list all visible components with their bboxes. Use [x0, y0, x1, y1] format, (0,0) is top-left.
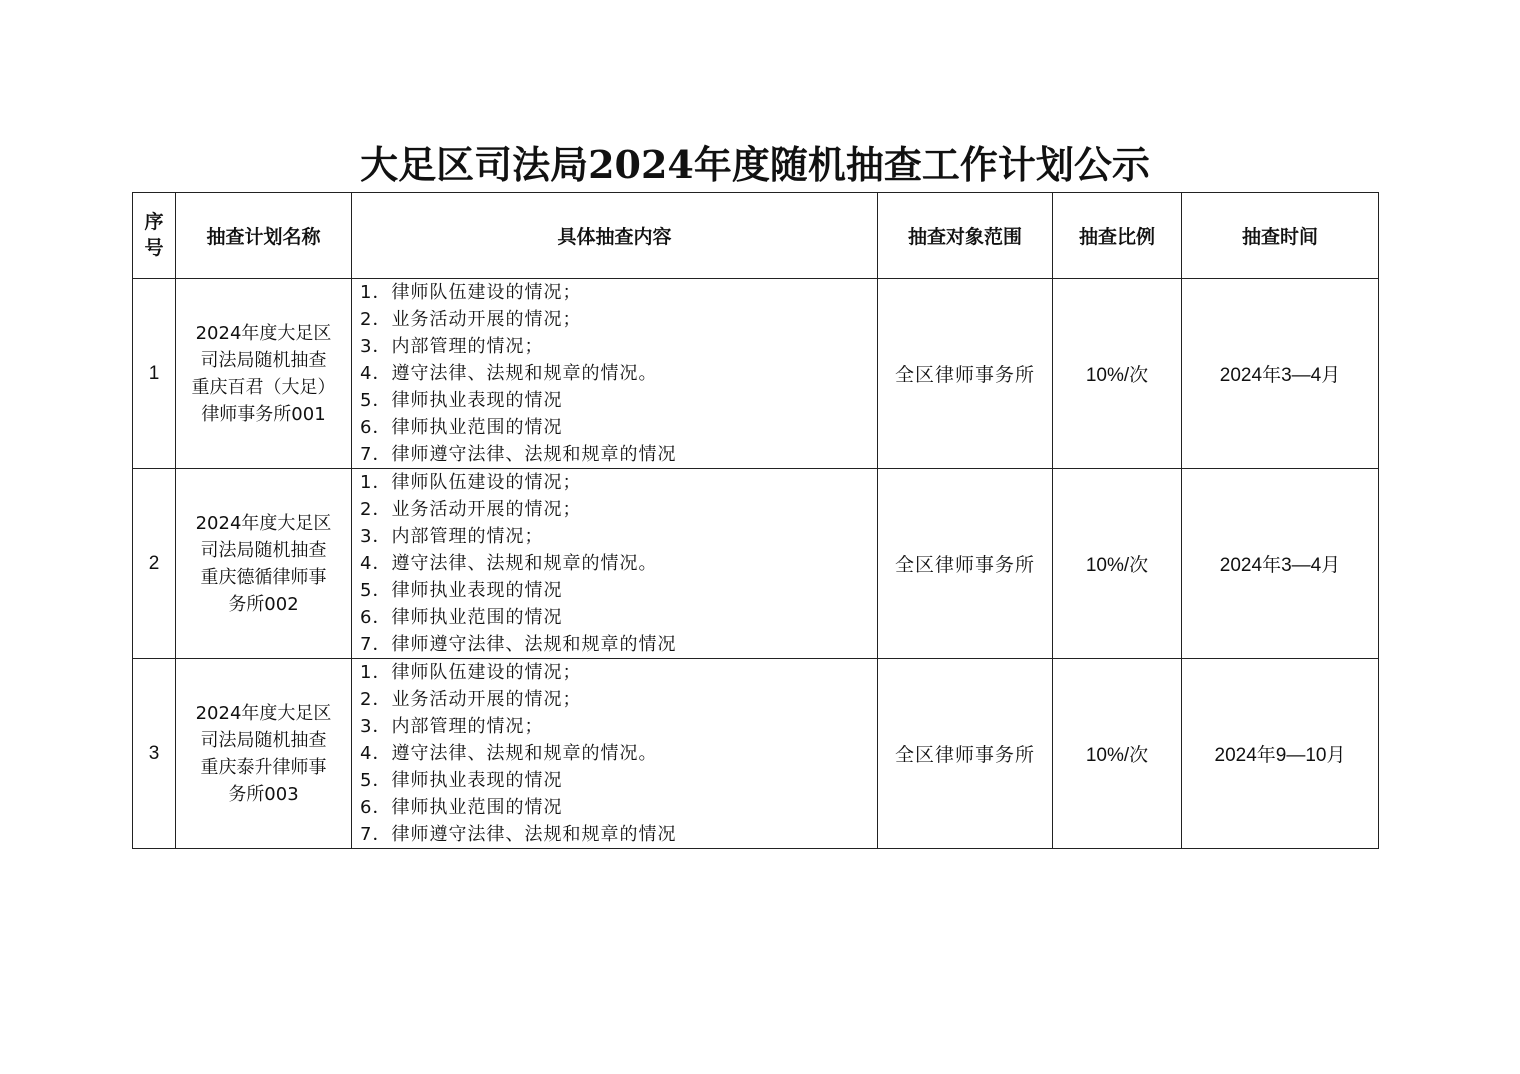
- header-plan-name: 抽查计划名称: [176, 193, 352, 279]
- plan-name-line: 司法局随机抽查: [200, 349, 327, 371]
- content-item: 5．律师执业表现的情况: [360, 770, 563, 791]
- content-item: 7．律师遵守法律、法规和规章的情况: [360, 634, 677, 655]
- row-seq: 1: [133, 279, 176, 469]
- table-row: [133, 469, 1379, 659]
- header-seq: [133, 193, 176, 279]
- plan-name-line: 律师事务所001: [201, 403, 326, 425]
- header-seq-line: 号: [144, 237, 164, 259]
- row-plan-name: [176, 279, 352, 469]
- plan-name-line: 重庆百君（大足）: [191, 376, 336, 398]
- table-header-row: [133, 193, 1379, 279]
- content-item: 2．业务活动开展的情况；: [360, 689, 582, 710]
- content-item: 3．内部管理的情况；: [360, 336, 544, 357]
- header-scope: 抽查对象范围: [878, 193, 1053, 279]
- page-title: 大足区司法局2024年度随机抽查工作计划公示: [360, 142, 1150, 187]
- content-item: 2．业务活动开展的情况；: [360, 499, 582, 520]
- plan-name-line: 2024年度大足区: [195, 702, 332, 724]
- row-content: [352, 469, 878, 659]
- content-item: 5．律师执业表现的情况: [360, 390, 563, 411]
- table-row: [133, 279, 1379, 469]
- content-item: 5．律师执业表现的情况: [360, 580, 563, 601]
- row-scope: 全区律师事务所: [878, 279, 1053, 469]
- row-time: 2024年9—10月: [1182, 659, 1379, 849]
- row-seq: 3: [133, 659, 176, 849]
- row-plan-name: [176, 469, 352, 659]
- content-item: 6．律师执业范围的情况: [360, 797, 563, 818]
- header-seq-line: 序: [144, 211, 164, 233]
- plan-name-line: 务所003: [228, 783, 299, 805]
- header-content: 具体抽查内容: [352, 193, 878, 279]
- content-item: 7．律师遵守法律、法规和规章的情况: [360, 444, 677, 465]
- row-content: [352, 279, 878, 469]
- plan-name-line: 2024年度大足区: [195, 322, 332, 344]
- row-ratio: 10%/次: [1053, 279, 1182, 469]
- content-item: 3．内部管理的情况；: [360, 716, 544, 737]
- row-ratio: 10%/次: [1053, 469, 1182, 659]
- content-item: 4．遵守法律、法规和规章的情况。: [360, 743, 658, 764]
- content-item: 4．遵守法律、法规和规章的情况。: [360, 553, 658, 574]
- content-item: 2．业务活动开展的情况；: [360, 309, 582, 330]
- content-item: 1．律师队伍建设的情况；: [360, 282, 582, 303]
- content-item: 6．律师执业范围的情况: [360, 607, 563, 628]
- plan-table: [132, 192, 1379, 849]
- plan-name-line: 重庆德循律师事: [200, 566, 327, 588]
- content-item: 1．律师队伍建设的情况；: [360, 662, 582, 683]
- plan-name-line: 2024年度大足区: [195, 512, 332, 534]
- table-row: [133, 659, 1379, 849]
- content-item: 7．律师遵守法律、法规和规章的情况: [360, 824, 677, 845]
- content-item: 1．律师队伍建设的情况；: [360, 472, 582, 493]
- row-plan-name: [176, 659, 352, 849]
- row-scope: 全区律师事务所: [878, 469, 1053, 659]
- content-item: 4．遵守法律、法规和规章的情况。: [360, 363, 658, 384]
- plan-name-line: 司法局随机抽查: [200, 539, 327, 561]
- plan-name-line: 重庆泰升律师事: [200, 756, 327, 778]
- header-time: 抽查时间: [1182, 193, 1379, 279]
- content-item: 3．内部管理的情况；: [360, 526, 544, 547]
- content-item: 6．律师执业范围的情况: [360, 417, 563, 438]
- plan-name-line: 务所002: [228, 593, 299, 615]
- row-scope: 全区律师事务所: [878, 659, 1053, 849]
- row-time: 2024年3—4月: [1182, 469, 1379, 659]
- row-ratio: 10%/次: [1053, 659, 1182, 849]
- header-ratio: 抽查比例: [1053, 193, 1182, 279]
- row-time: 2024年3—4月: [1182, 279, 1379, 469]
- row-content: [352, 659, 878, 849]
- plan-name-line: 司法局随机抽查: [200, 729, 327, 751]
- row-seq: 2: [133, 469, 176, 659]
